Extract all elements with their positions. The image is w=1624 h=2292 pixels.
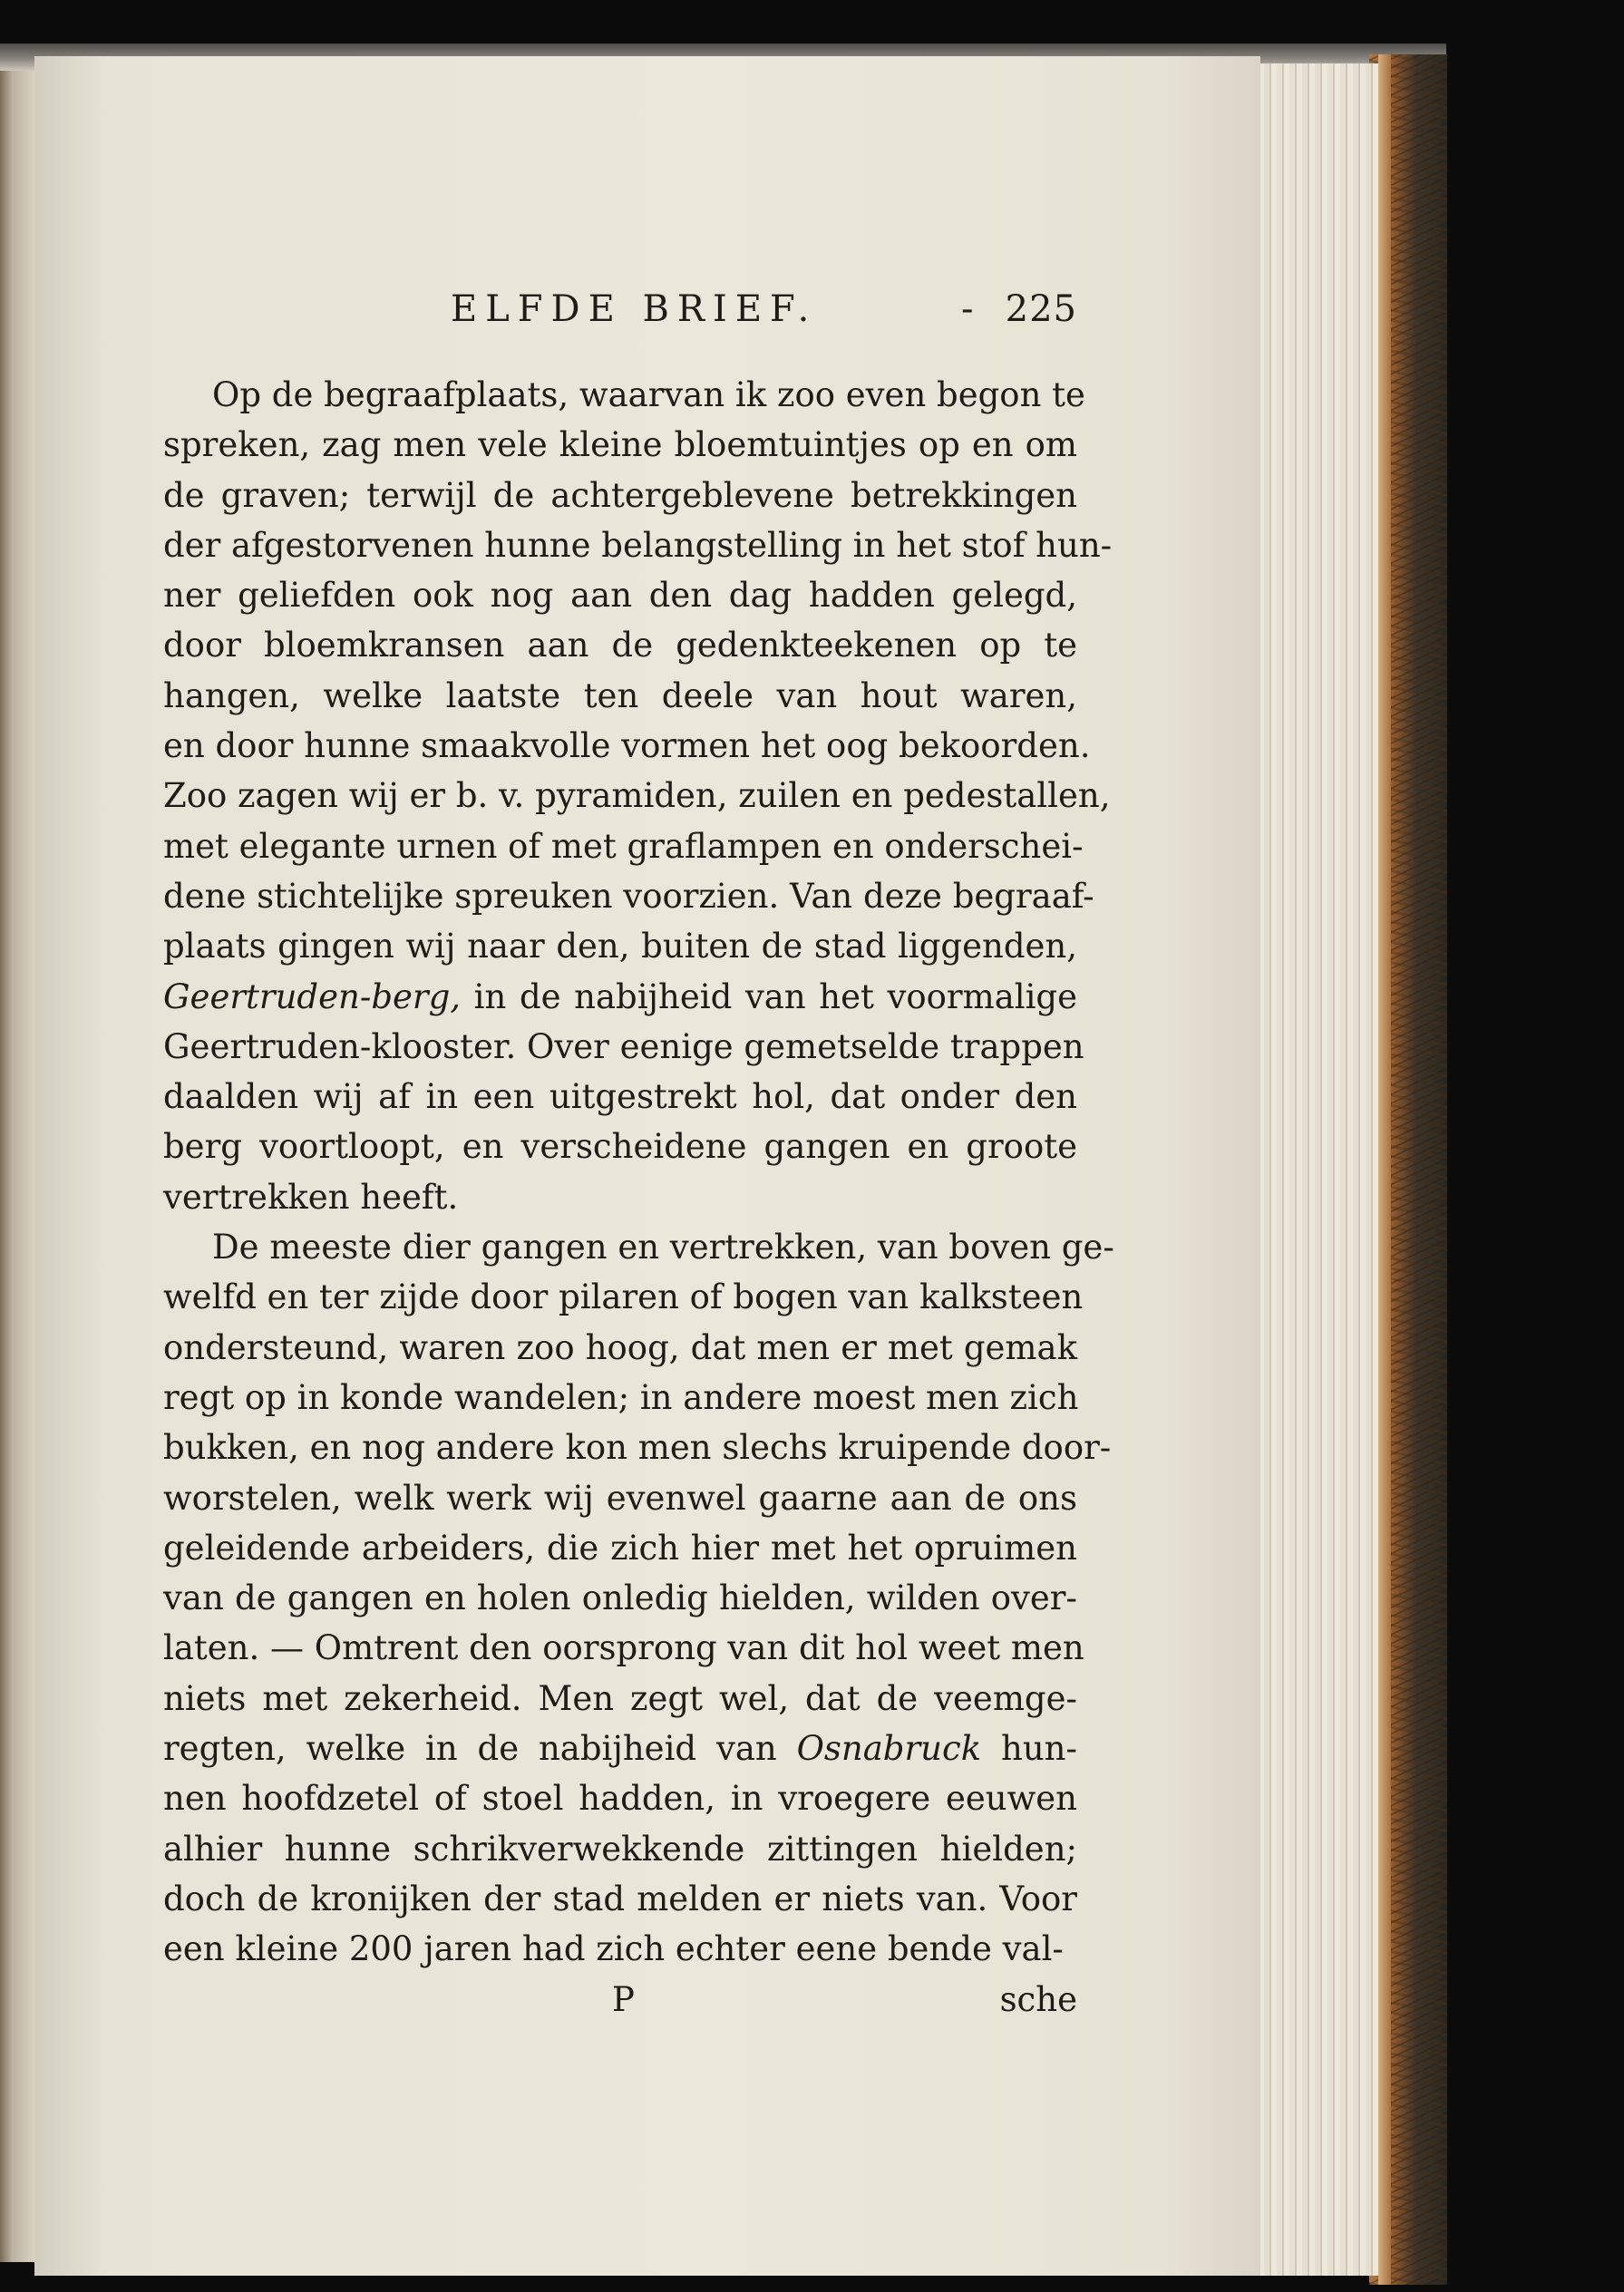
left-page-edge [0,50,34,2262]
text-line [163,671,1077,721]
line-text: laten. — Omtrent den oorsprong van dit hol weet men [163,1628,1084,1668]
line-text: hun- [981,1729,1077,1769]
text-line [163,420,1077,470]
text-line [163,1773,1077,1823]
line-text: plaats gingen wij naar den, buiten de stad liggenden, [163,927,1077,966]
text-line [163,1573,1077,1623]
signature-mark: P [612,1980,635,2019]
line-text: spreken, zag men vele kleine bloemtuintjes op en om [163,425,1077,465]
running-title: ELFDE BRIEF. [451,288,818,330]
page-number: 225 [1005,288,1077,330]
line-text: De meeste dier gangen en vertrekken, van boven ge- [212,1228,1114,1267]
catchword: sche [999,1980,1077,2019]
line-text: worstelen, welk werk wij evenwel gaarne aan de ons [163,1478,1077,1518]
text-line [163,1674,1077,1724]
header-dash: - [961,288,974,330]
line-text: Geertruden-klooster. Over eenige gemetselde trappen [163,1026,1084,1066]
text-line [163,570,1077,620]
text-line [163,1072,1077,1122]
text-line [163,1724,1077,1773]
line-text: vertrekken heeft. [163,1177,459,1217]
line-text: een kleine 200 jaren had zich echter eene bende val- [163,1929,1064,1969]
line-text: niets met zekerheid. Men zegt wel, dat de veemge- [163,1678,1077,1718]
text-line [163,821,1084,871]
line-text: Op de begraafplaats, waarvan ik zoo even begon te [212,375,1085,414]
line-text: ner geliefden ook nog aan den dag hadden gelegd, [163,576,1077,616]
text-line [163,871,1094,921]
line-text: berg voortloopt, en verscheidene gangen en groote [163,1127,1077,1167]
text-line [163,370,1085,420]
text-line [163,1172,1077,1222]
text-line [163,1323,1077,1373]
text-line [163,1272,1084,1322]
line-text: daalden wij af in een uitgestrekt hol, dat onder den [163,1077,1077,1117]
line-text: de graven; terwijl de achtergeblevene betrekkingen [163,475,1077,515]
text-line [163,721,1091,771]
line-text: geleidende arbeiders, die zich hier met het opruimen [163,1528,1077,1568]
body-text [163,370,1114,1975]
text-line [163,1924,1077,1974]
line-text: der afgestorvenen hunne belangstelling in het stof hun- [163,525,1113,565]
line-text: dene stichtelijke spreuken voorzien. Van deze begraaf- [163,876,1094,916]
line-text: Zoo zagen wij er b. v. pyramiden, zuilen en pedestallen, [163,776,1111,816]
text-line [163,1623,1084,1673]
leather-spine-edge [1378,54,1391,2285]
text-line [163,520,1113,570]
text-line [163,1122,1077,1171]
text-line [163,771,1111,821]
page-stack-edges [1251,63,1378,2276]
line-text: regt op in konde wandelen; in andere moest men zich [163,1377,1079,1417]
text-line [163,471,1077,520]
line-text: nen hoofdzetel of stoel hadden, in vroegere eeuwen [163,1779,1077,1819]
text-line [163,1473,1077,1523]
line-text: bukken, en nog andere kon men slechs kruipende door- [163,1428,1112,1468]
text-line [163,620,1077,670]
line-text: regten, welke in de nabijheid van [163,1729,797,1769]
line-text: in de nabijheid van het voormalige [461,976,1077,1016]
paragraph [163,1222,1114,1974]
page-header [163,288,1077,334]
text-line [163,1824,1077,1874]
line-text: welfd en ter zijde door pilaren of bogen van kalksteen [163,1277,1084,1317]
line-text: door bloemkransen aan de gedenkteekenen op te [163,626,1077,665]
text-line [163,1373,1077,1423]
line-text: en door hunne smaakvolle vormen het oog bekoorden. [163,726,1091,766]
page-footer [163,1980,1077,2025]
text-line [163,1022,1084,1072]
line-text: met elegante urnen of met graflampen en onderschei- [163,826,1084,866]
book-page [34,56,1260,2276]
text-line [163,1222,1114,1272]
line-text: hangen, welke laatste ten deele van hout waren, [163,675,1077,715]
line-text: van de gangen en holen onledig hielden, wilden over- [163,1578,1077,1618]
italic-text: Osnabruck [796,1729,982,1769]
text-line [163,1874,1077,1924]
text-line [163,972,1077,1022]
line-text: ondersteund, waren zoo hoog, dat men er met gemak [163,1327,1077,1367]
text-line [163,1523,1077,1573]
italic-text: Geertruden-berg, [163,976,462,1016]
paragraph [163,370,1113,1222]
line-text: doch de kronijken der stad melden er niets van. Voor [163,1879,1077,1918]
line-text: alhier hunne schrikverwekkende zittingen hielden; [163,1829,1077,1869]
text-line [163,921,1077,971]
text-line [163,1423,1112,1472]
